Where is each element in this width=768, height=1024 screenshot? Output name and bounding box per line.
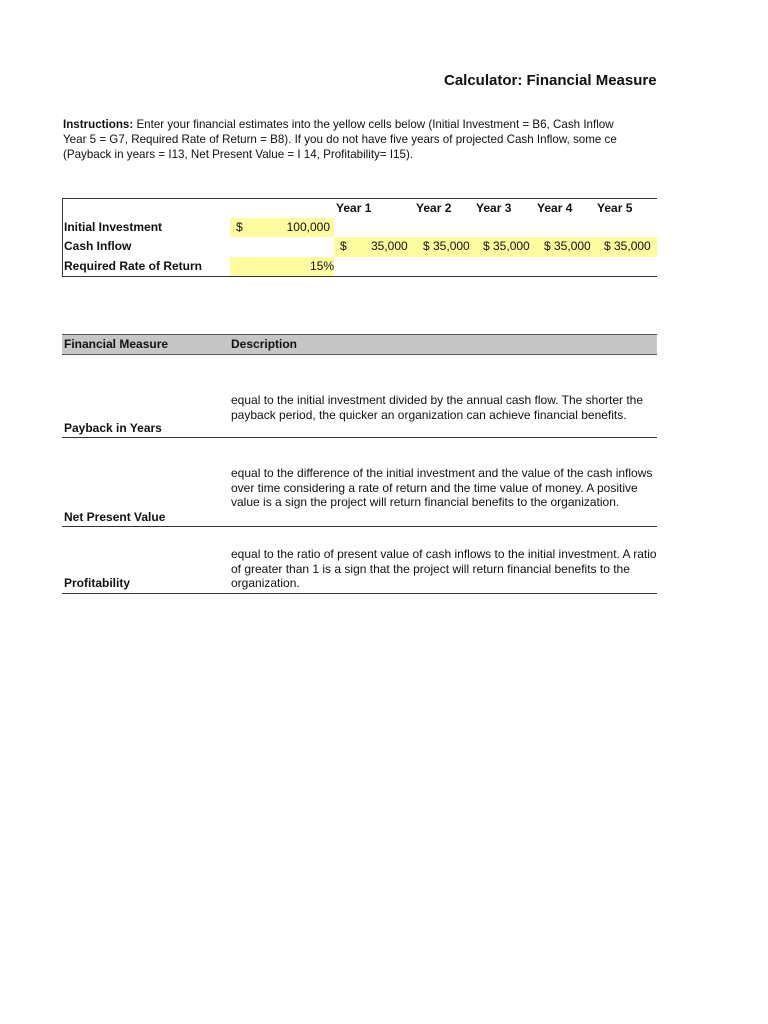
npv-label: Net Present Value [64, 510, 166, 524]
year-header-1: Year 1 [336, 201, 372, 215]
payback-description: equal to the initial investment divided by the annual cash flow. The shorter the payback period, the quicker an organization can achieve financial benefits. [231, 393, 644, 422]
instructions [63, 117, 657, 162]
instructions-line-2: Year 5 = G7, Required Rate of Return = B8). If you do not have five years of projected Cash Inflow, some ce [63, 133, 617, 146]
profitability-label: Profitability [64, 576, 131, 590]
instructions-line-3: (Payback in years = I13, Net Present Value = I 14, Profitability= I15). [63, 148, 414, 161]
measures-table-header [62, 334, 657, 355]
cash-inflow-year3-value[interactable]: $ 35,000 [483, 239, 530, 253]
instructions-line-1 [63, 117, 657, 132]
instructions-text-1: Enter your financial estimates into the yellow cells below (Initial Investment = B6, Cash Inflow [133, 118, 614, 131]
row-divider [62, 437, 657, 438]
profitability-description: equal to the ratio of present value of cash inflows to the initial investment. A ratio of greater than 1 is a sign that the project will return financial benefits to the organization. [231, 547, 657, 590]
rate-of-return-cell[interactable] [230, 257, 334, 276]
year-header-4: Year 4 [537, 201, 573, 215]
rate-of-return-value: 15% [309, 259, 334, 273]
cash-inflow-year2-value[interactable]: $ 35,000 [423, 239, 470, 253]
cash-inflow-year4-value[interactable]: $ 35,000 [544, 239, 591, 253]
year-header-5: Year 5 [597, 201, 633, 215]
page-title: Calculator: Financial Measure [444, 72, 657, 89]
cash-inflow-year1-currency[interactable]: $ [340, 239, 347, 253]
initial-investment-currency: $ [236, 220, 243, 234]
row-divider [62, 593, 657, 594]
cash-inflow-year5-value[interactable]: $ 35,000 [604, 239, 651, 253]
year-header-3: Year 3 [476, 201, 512, 215]
initial-investment-cell[interactable] [230, 218, 334, 237]
row-divider [62, 526, 657, 527]
rate-of-return-label: Required Rate of Return [64, 259, 203, 273]
npv-description: equal to the difference of the initial investment and the value of the cash inflows over time considering a rate of return and the time value of money. A positive value is a sign the project will return financial benefits to the organization. [231, 466, 653, 509]
instructions-label: Instructions: [63, 118, 134, 131]
header-financial-measure: Financial Measure [64, 337, 169, 351]
payback-label: Payback in Years [64, 421, 162, 435]
header-description: Description [231, 337, 298, 351]
cash-inflow-year1-value[interactable]: 35,000 [371, 239, 408, 253]
year-header-2: Year 2 [416, 201, 452, 215]
cash-inflow-label: Cash Inflow [64, 239, 132, 253]
initial-investment-label: Initial Investment [64, 220, 163, 234]
cash-inflow-cells [334, 237, 657, 257]
input-table [62, 198, 657, 277]
initial-investment-value: 100,000 [286, 220, 330, 234]
